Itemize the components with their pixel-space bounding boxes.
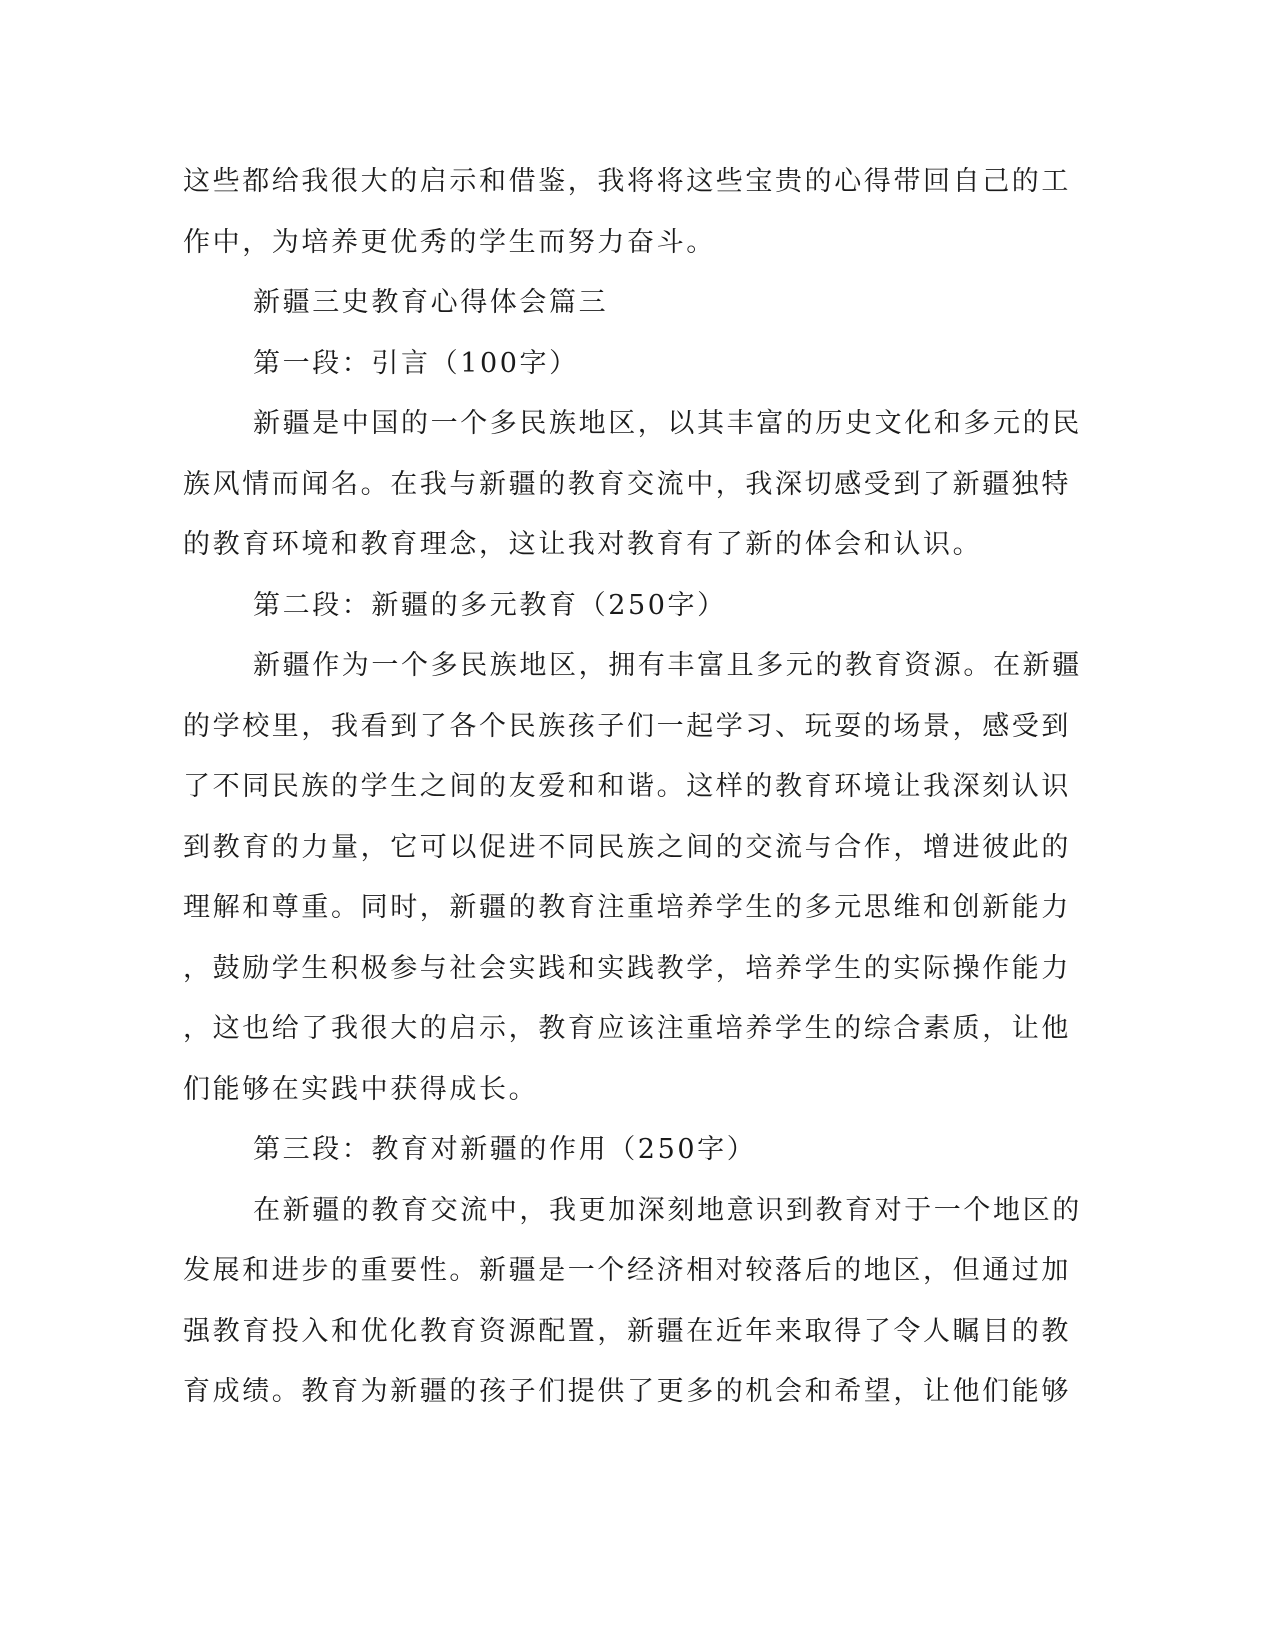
- text-line: 这些都给我很大的启示和借鉴，我将将这些宝贵的心得带回自己的工: [183, 166, 1071, 197]
- text-line: 发展和进步的重要性。新疆是一个经济相对较落后的地区，但通过加: [183, 1255, 1071, 1286]
- text-line: 的学校里，我看到了各个民族孩子们一起学习、玩耍的场景，感受到: [183, 710, 1071, 742]
- text-line: 强教育投入和优化教育资源配置，新疆在近年来取得了令人瞩目的教: [183, 1315, 1071, 1347]
- text-line: 理解和尊重。同时，新疆的教育注重培养学生的多元思维和创新能力: [183, 892, 1071, 923]
- text-line: 了不同民族的学生之间的友爱和和谐。这样的教育环境让我深刻认识: [183, 771, 1071, 802]
- paragraph-heading: 第二段：新疆的多元教育（250字）: [253, 589, 727, 621]
- text-line: ，这也给了我很大的启示，教育应该注重培养学生的综合素质，让他: [183, 1013, 1071, 1044]
- text-line: 新疆是中国的一个多民族地区，以其丰富的历史文化和多元的民: [253, 408, 1082, 439]
- text-line: ，鼓励学生积极参与社会实践和实践教学，培养学生的实际操作能力: [183, 952, 1071, 984]
- text-line: 新疆作为一个多民族地区，拥有丰富且多元的教育资源。在新疆: [253, 650, 1082, 681]
- text-line: 们能够在实践中获得成长。: [183, 1073, 539, 1105]
- text-line: 作中，为培养更优秀的学生而努力奋斗。: [183, 226, 716, 258]
- document-body: [183, 157, 1082, 1428]
- text-line: 在新疆的教育交流中，我更加深刻地意识到教育对于一个地区的: [253, 1194, 1082, 1226]
- text-line: 族风情而闻名。在我与新疆的教育交流中，我深切感受到了新疆独特: [183, 468, 1071, 500]
- text-line: 到教育的力量，它可以促进不同民族之间的交流与合作，增进彼此的: [183, 831, 1071, 863]
- paragraph-heading: 第一段：引言（100字）: [253, 347, 579, 379]
- paragraph-heading: 第三段：教育对新疆的作用（250字）: [253, 1134, 757, 1165]
- text-line: 的教育环境和教育理念，这让我对教育有了新的体会和认识。: [183, 529, 983, 560]
- text-line: 育成绩。教育为新疆的孩子们提供了更多的机会和希望，让他们能够: [183, 1376, 1071, 1407]
- section-title: 新疆三史教育心得体会篇三: [253, 287, 609, 318]
